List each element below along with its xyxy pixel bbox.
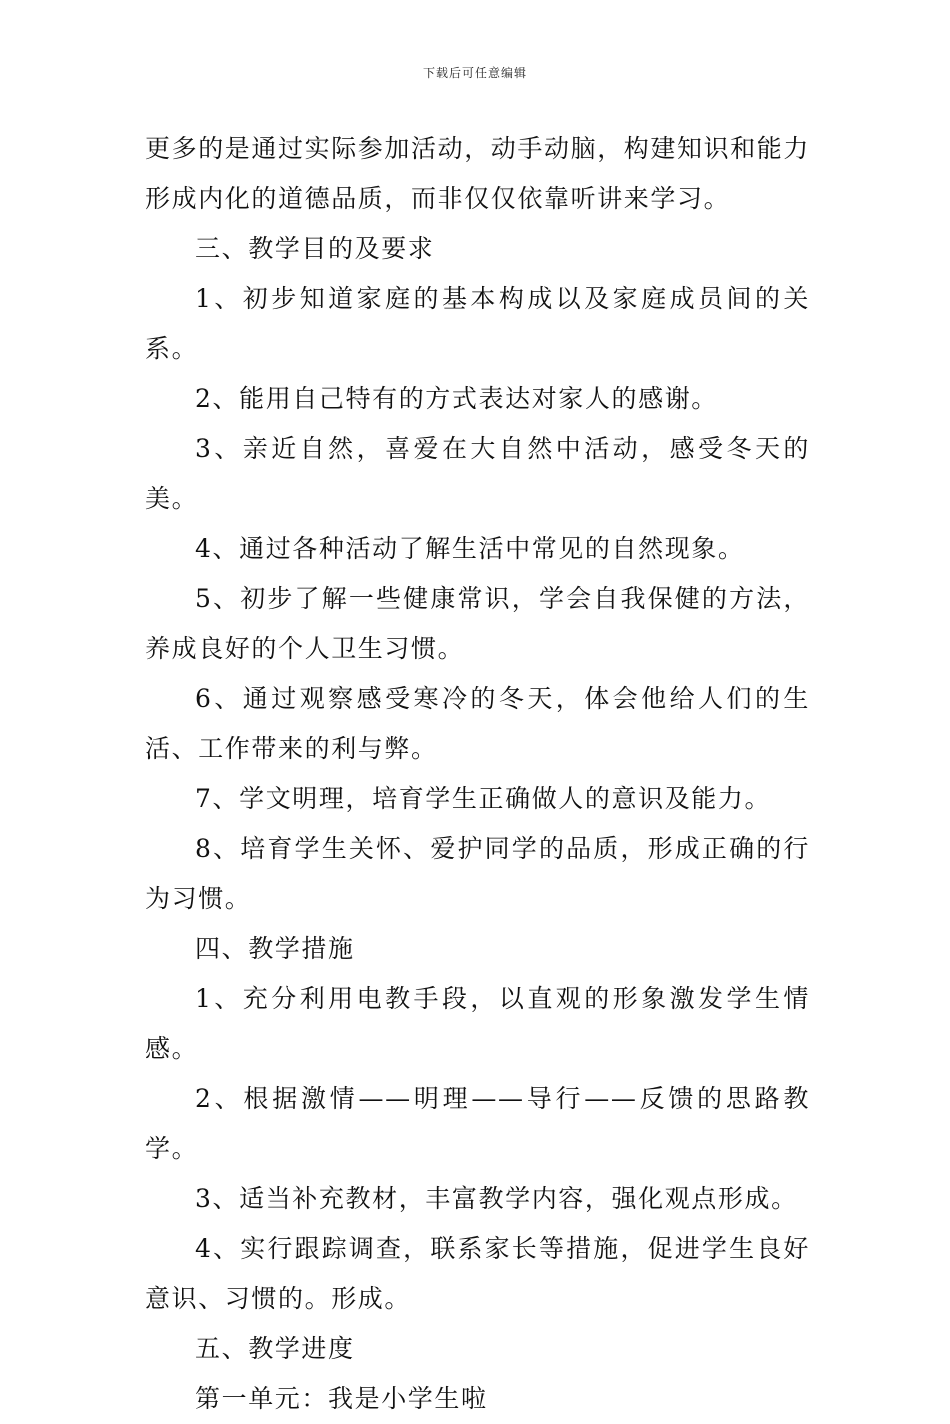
paragraph: 更多的是通过实际参加活动，动手动脑，构建知识和能力形成内化的道德品质，而非仅仅依靠听讲来学习。 <box>145 134 811 213</box>
list-item: 4、通过各种活动了解生活中常见的自然现象。 <box>195 534 745 563</box>
list-item: 6、通过观察感受寒冷的冬天，体会他给人们的生活、工作带来的利与弊。 <box>145 684 810 763</box>
list-item: 3、适当补充教材，丰富教学内容，强化观点形成。 <box>195 1184 798 1213</box>
list-item: 2、根据激情——明理——导行——反馈的思路教学。 <box>145 1084 810 1163</box>
list-item: 1、初步知道家庭的基本构成以及家庭成员间的关系。 <box>145 284 810 363</box>
list-item: 3、亲近自然，喜爱在大自然中活动，感受冬天的美。 <box>145 434 810 513</box>
section-heading: 三、教学目的及要求 <box>195 234 435 263</box>
section-heading: 五、教学进度 <box>195 1334 355 1363</box>
list-item: 1、充分利用电教手段，以直观的形象激发学生情感。 <box>145 984 810 1063</box>
unit-title: 第一单元：我是小学生啦 <box>195 1384 488 1413</box>
list-item: 5、初步了解一些健康常识，学会自我保健的方法，养成良好的个人卫生习惯。 <box>145 584 810 663</box>
list-item: 2、能用自己特有的方式表达对家人的感谢。 <box>195 384 718 413</box>
document-body <box>145 124 810 1424</box>
list-item: 7、学文明理，培育学生正确做人的意识及能力。 <box>195 784 772 813</box>
list-item: 4、实行跟踪调查，联系家长等措施，促进学生良好意识、习惯的。形成。 <box>145 1234 810 1313</box>
list-item: 8、培育学生关怀、爱护同学的品质，形成正确的行为习惯。 <box>145 834 810 913</box>
page-header: 下载后可任意编辑 <box>422 66 527 80</box>
section-heading: 四、教学措施 <box>195 934 355 963</box>
